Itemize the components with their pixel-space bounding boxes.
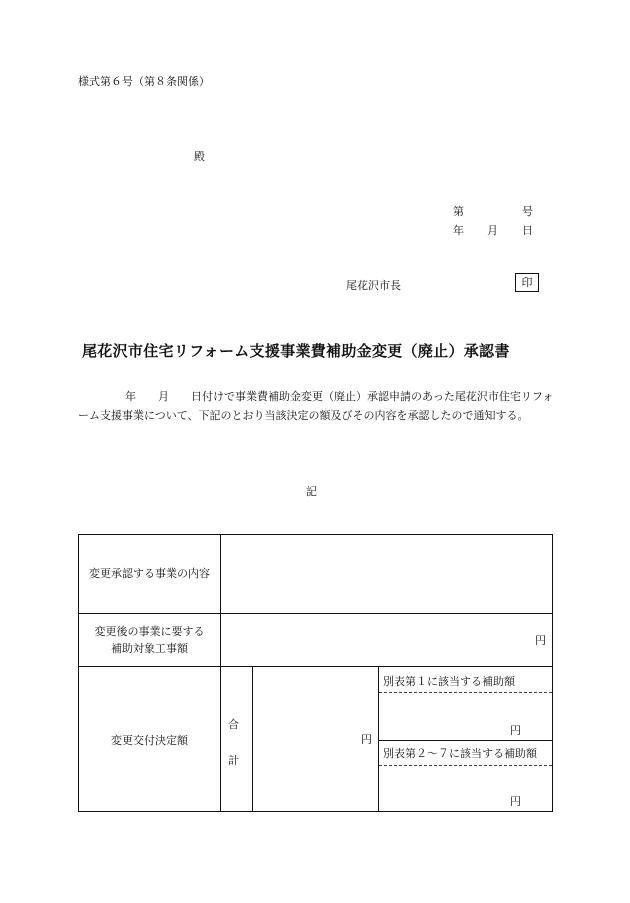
sub1-label: 別表第１に該当する補助額 [383, 675, 515, 688]
date-day-label: 日 [522, 224, 533, 237]
date-year-label: 年 [453, 224, 464, 237]
doc-number-go: 号 [522, 205, 533, 218]
row2-label-line1: 変更後の事業に要する [94, 625, 205, 638]
row2-label-line2: 補助対象工事額 [111, 642, 188, 655]
document-title: 尾花沢市住宅リフォーム支援事業費補助金変更（廃止）承認書 [82, 342, 510, 360]
table-line-total-char-divider [252, 666, 253, 812]
sub2-label: 別表第２～７に該当する補助額 [383, 747, 537, 760]
table-line-right [552, 534, 553, 812]
total-char-go: 合 [228, 718, 239, 731]
table-dash-sub2 [379, 765, 552, 766]
sub2-yen-unit: 円 [510, 795, 521, 808]
row2-yen-unit: 円 [535, 634, 546, 647]
total-yen-unit: 円 [361, 733, 372, 746]
table-dash-sub1 [379, 692, 552, 693]
total-char-kei: 計 [228, 754, 239, 767]
doc-number-dai: 第 [453, 205, 464, 218]
sub1-yen-unit: 円 [510, 724, 521, 737]
addressee-suffix: 殿 [194, 150, 205, 163]
table-line-row1 [78, 613, 553, 614]
row3-label: 変更交付決定額 [111, 734, 188, 747]
seal-box: 印 [515, 273, 539, 292]
table-line-top [78, 534, 553, 535]
ki-heading: 記 [306, 485, 317, 498]
issuer-title: 尾花沢市長 [346, 279, 401, 292]
table-line-sub-mid [378, 740, 553, 741]
table-line-sub-divider [378, 666, 379, 812]
form-number: 様式第６号（第８条関係） [78, 75, 210, 88]
table-line-row2 [78, 666, 553, 667]
table-line-bottom [78, 811, 553, 812]
date-month-label: 月 [487, 224, 498, 237]
body-text: 年 月 日付けで事業費補助金変更（廃止）承認申請のあった尾花沢市住宅リフォーム支援事業について、下記のとおり当該決定の額及びその内容を承認したので通知する。 [78, 390, 554, 422]
table-line-label-divider [220, 534, 221, 812]
row1-label: 変更承認する事業の内容 [89, 567, 210, 580]
